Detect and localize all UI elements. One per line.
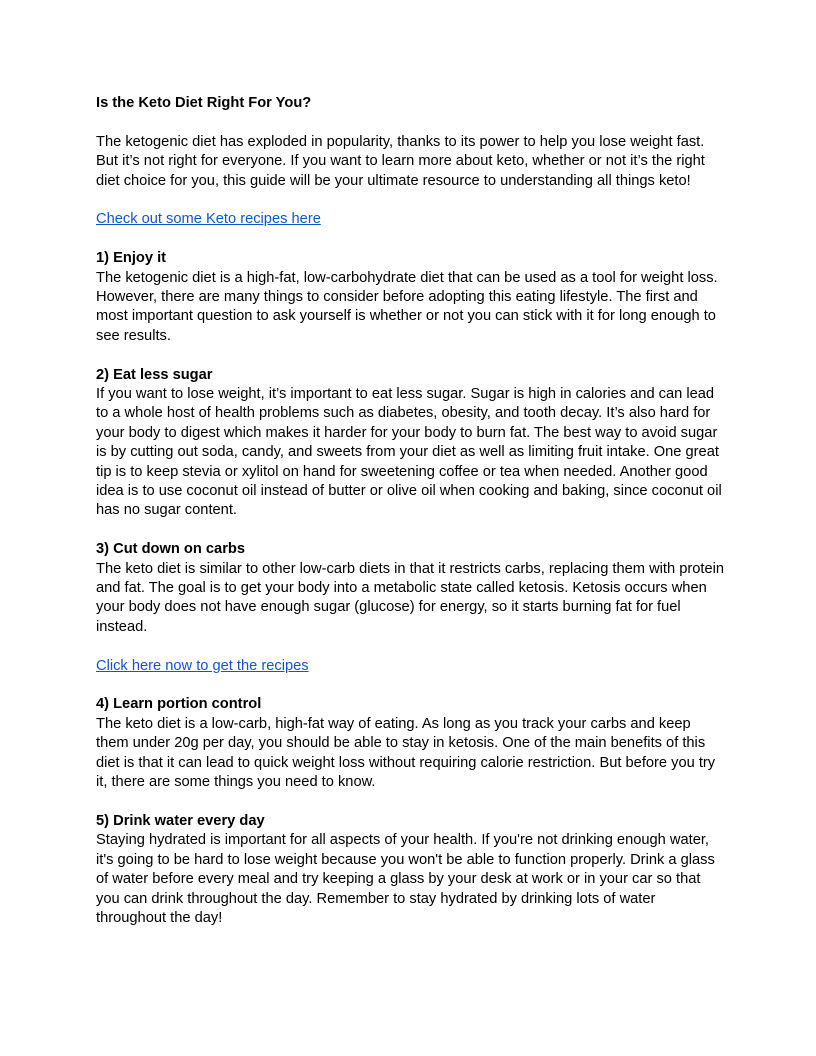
section-body: If you want to lose weight, it’s important to eat less sugar. Sugar is high in calories and can lead to a whole host of health problems such as diabetes, obesity, and tooth decay. It’s also hard for your body to digest which makes it harder for your body to burn fat. The best way to avoid sugar is by cutting out soda, candy, and sweets from your diet as well as limiting fruit intake. One great tip is to keep stevia or xylitol on hand for sweetening coffee or tea when needed. Another good idea is to use coconut oil instead of butter or olive oil when cooking and baking, since coconut oil has no sugar content.: [96, 386, 722, 519]
spacer: [96, 346, 726, 365]
link-paragraph: [96, 210, 726, 229]
document-title: Is the Keto Diet Right For You?: [96, 95, 312, 111]
link-paragraph: [96, 657, 726, 676]
section-drink-water: [96, 812, 726, 928]
section-learn-portion-control: [96, 695, 726, 792]
keto-recipes-link[interactable]: Check out some Keto recipes here: [96, 211, 321, 228]
section-enjoy-it: [96, 249, 726, 346]
section-heading: 2) Eat less sugar: [96, 366, 213, 383]
spacer: [96, 191, 726, 210]
section-heading: 3) Cut down on carbs: [96, 541, 246, 558]
section-body: The ketogenic diet is a high-fat, low-carbohydrate diet that can be used as a tool for weight loss. However, there are many things to consider before adopting this eating lifestyle. The first and most important question to ask yourself is whether or not you can stick with it for long enough to see results.: [96, 269, 718, 344]
spacer: [96, 521, 726, 540]
spacer: [96, 676, 726, 695]
section-heading: 5) Drink water every day: [96, 812, 265, 829]
section-heading: 4) Learn portion control: [96, 696, 262, 713]
section-heading: 1) Enjoy it: [96, 250, 167, 267]
document-page: [96, 94, 726, 928]
section-body: The keto diet is similar to other low-carb diets in that it restricts carbs, replacing them with protein and fat. The goal is to get your body into a metabolic state called ketosis. Ketosis occurs when your body does not have enough sugar (glucose) for energy, so it starts burning fat for fuel instead.: [96, 560, 725, 635]
get-recipes-link[interactable]: Click here now to get the recipes: [96, 657, 309, 674]
spacer: [96, 637, 726, 656]
intro-paragraph: The ketogenic diet has exploded in popularity, thanks to its power to help you lose weight fast. But it’s not right for everyone. If you want to learn more about keto, whether or not it’s the right diet choice for you, this guide will be your ultimate resource to understanding all things keto!: [96, 133, 705, 189]
section-body: Staying hydrated is important for all aspects of your health. If you're not drinking enough water, it's going to be hard to lose weight because you won't be able to function properly. Drink a glass of water before every meal and try keeping a glass by your desk at work or in your car so that you can drink throughout the day. Remember to stay hydrated by drinking lots of water throughout the day!: [96, 832, 715, 926]
section-body: The keto diet is a low-carb, high-fat way of eating. As long as you track your carbs and keep them under 20g per day, you should be able to stay in ketosis. One of the main benefits of this diet is that it can lead to quick weight loss without requiring calorie restriction. But before you try it, there are some things you need to know.: [96, 715, 716, 791]
spacer: [96, 113, 726, 132]
spacer: [96, 793, 726, 812]
spacer: [96, 230, 726, 249]
section-cut-down-on-carbs: [96, 540, 726, 637]
section-eat-less-sugar: [96, 366, 726, 521]
